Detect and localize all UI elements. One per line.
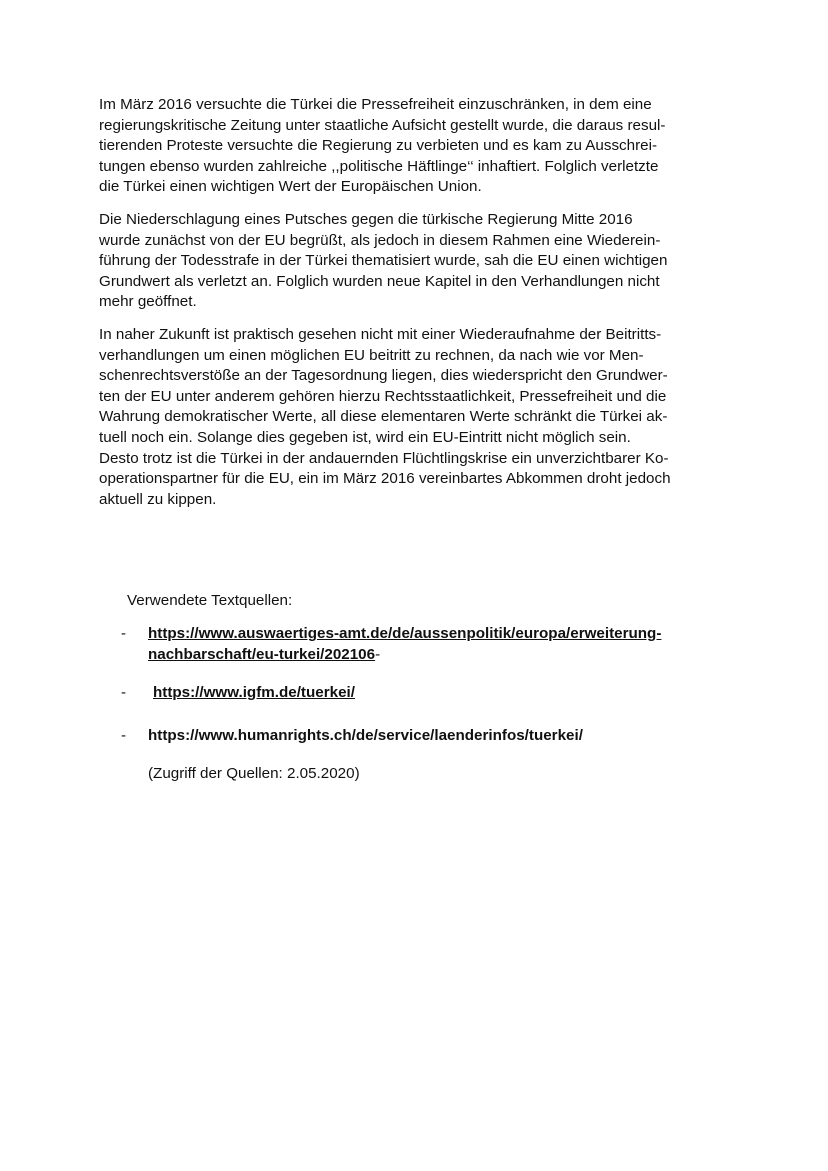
text-line: tuell noch ein. Solange dies gegeben ist, wird ein EU-Eintritt nicht möglich sein.	[99, 428, 631, 446]
text-line: regierungskritische Zeitung unter staatliche Aufsicht gestellt wurde, die daraus resul-	[99, 116, 666, 134]
source-link-auswaertiges-amt-line2[interactable]: nachbarschaft/eu-turkei/202106	[148, 645, 376, 663]
text-line: tierenden Proteste versuchte die Regierung zu verbieten und es kam zu Ausschrei-	[99, 137, 658, 155]
paragraph-press-freedom	[99, 95, 739, 198]
text-line: aktuell zu kippen.	[99, 490, 217, 508]
source-link-continuation	[121, 645, 661, 666]
text-line: In naher Zukunft ist praktisch gesehen nicht mit einer Wiederaufnahme der Beitritts-	[99, 325, 662, 343]
access-date-note: (Zugriff der Quellen: 2.05.2020)	[148, 765, 360, 782]
list-dash: -	[121, 625, 127, 642]
text-line: Die Niederschlagung eines Putsches gegen die türkische Regierung Mitte 2016	[99, 210, 633, 228]
list-dash: -	[121, 684, 127, 701]
text-line: mehr geöffnet.	[99, 293, 197, 311]
list-dash: -	[121, 727, 127, 744]
text-line: Wahrung demokratischer Werte, all diese elementaren Werte schränkt die Türkei ak-	[99, 408, 668, 426]
text-line: verhandlungen um einen möglichen EU beitritt zu rechnen, da nach wie vor Men-	[99, 346, 644, 364]
text-line: die Türkei einen wichtigen Wert der Europäischen Union.	[99, 178, 482, 196]
text-line: Grundwert als verletzt an. Folglich wurden neue Kapitel in den Verhandlungen nicht	[99, 272, 660, 290]
source-item-auswaertiges-amt	[121, 624, 661, 665]
paragraph-outlook	[99, 325, 739, 510]
text-line: ten der EU unter anderem gehören hierzu Rechtsstaatlichkeit, Pressefreiheit und die	[99, 387, 667, 405]
text-line: tungen ebenso wurden zahlreiche ,,politische Häftlinge‘‘ inhaftiert. Folglich verletzte	[99, 157, 659, 175]
source-link-igfm[interactable]: https://www.igfm.de/tuerkei/	[153, 684, 355, 701]
sources-heading: Verwendete Textquellen:	[127, 592, 293, 609]
text-line: Im März 2016 versuchte die Türkei die Pressefreiheit einzuschränken, in dem eine	[99, 96, 652, 113]
source-item-humanrights	[121, 726, 583, 747]
text-line: wurde zunächst von der EU begrüßt, als jedoch in diesem Rahmen eine Wiederein-	[99, 231, 661, 249]
text-line: operationspartner für die EU, ein im März 2016 vereinbartes Abkommen droht jedoch	[99, 470, 671, 488]
text-line: führung der Todesstrafe in der Türkei thematisiert wurde, sah die EU einen wichtigen	[99, 252, 668, 270]
trailing-dash: -	[375, 645, 381, 663]
body-text	[99, 95, 739, 522]
source-link-humanrights[interactable]: https://www.humanrights.ch/de/service/laenderinfos/tuerkei/	[148, 727, 583, 744]
text-line: schenrechtsverstöße an der Tagesordnung liegen, dies wiederspricht den Grundwer-	[99, 367, 668, 385]
text-line: Desto trotz ist die Türkei in der andauernden Flüchtlingskrise ein unverzichtbarer Ko-	[99, 449, 669, 467]
source-item-igfm	[121, 683, 355, 704]
paragraph-coup	[99, 210, 739, 313]
source-link-auswaertiges-amt[interactable]: https://www.auswaertiges-amt.de/de/aussenpolitik/europa/erweiterung-	[148, 625, 662, 642]
